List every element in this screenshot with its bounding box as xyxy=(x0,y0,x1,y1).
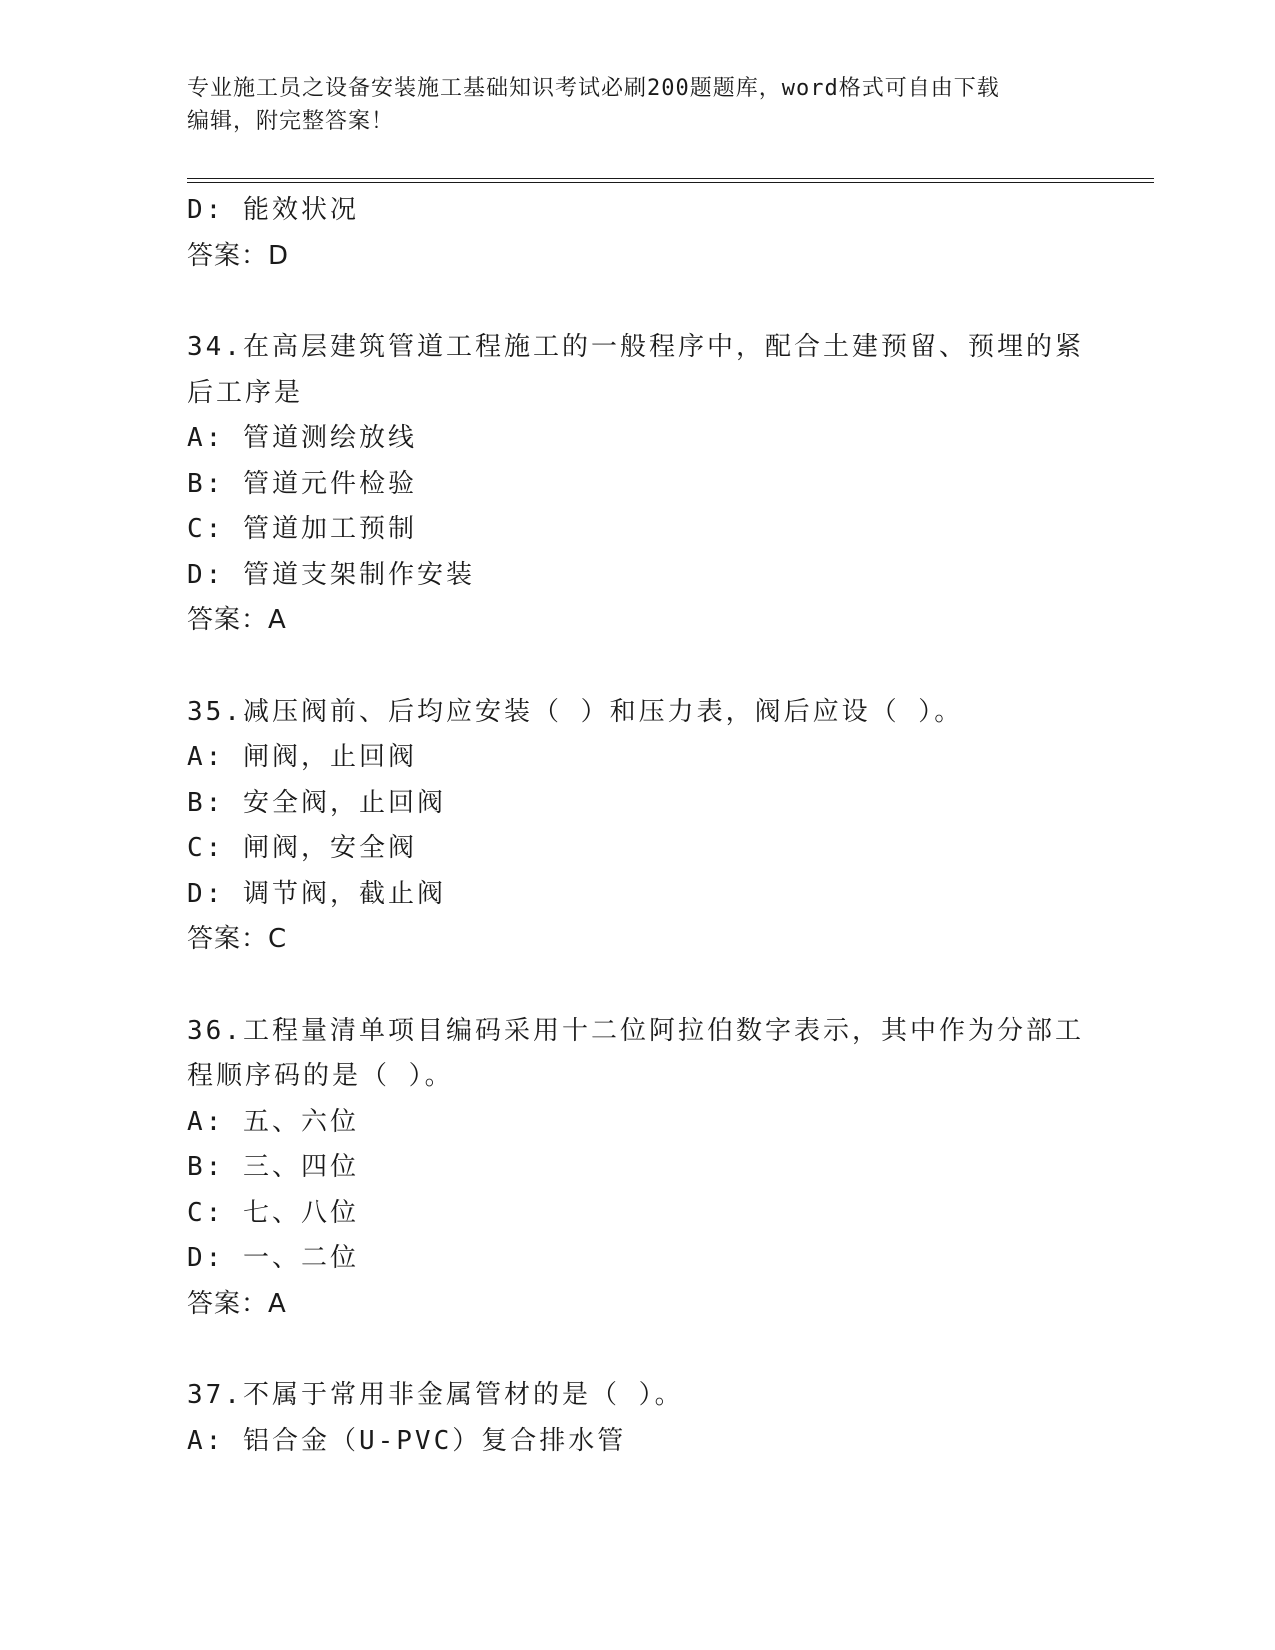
option-a: A: 铝合金（U-PVC）复合排水管 xyxy=(187,1425,627,1456)
option-a: A: 五、六位 xyxy=(187,1106,359,1137)
question-stem: 34.在高层建筑管道工程施工的一般程序中，配合土建预留、预埋的紧 xyxy=(187,332,1084,362)
spacer xyxy=(187,1327,1087,1373)
option-b: B: 三、四位 xyxy=(187,1152,359,1182)
option-c: C: 七、八位 xyxy=(187,1197,359,1228)
option-b: B: 安全阀，止回阀 xyxy=(187,787,446,818)
question-stem: 35.减压阀前、后均应安装（ ）和压力表，阀后应设（ ）。 xyxy=(187,696,964,727)
spacer xyxy=(187,644,1087,690)
question-stem-continued: 程顺序码的是（ ）。 xyxy=(187,1061,454,1091)
option-a: A: 闸阀，止回阀 xyxy=(187,742,417,772)
header-double-rule xyxy=(187,178,1154,183)
question-stem: 37.不属于常用非金属管材的是（ ）。 xyxy=(187,1380,684,1410)
option-d: D: 管道支架制作安装 xyxy=(187,559,475,590)
question-36 xyxy=(187,1009,1087,1328)
option-d: D: 调节阀，截止阀 xyxy=(187,878,446,909)
spacer xyxy=(187,963,1087,1009)
option-d: D: 能效状况 xyxy=(187,195,359,225)
answer-line: 答案：A xyxy=(187,1288,287,1319)
option-c: C: 闸阀，安全阀 xyxy=(187,833,417,863)
document-body xyxy=(187,188,1087,1464)
question-37 xyxy=(187,1373,1087,1464)
question-stem-continued: 后工序是 xyxy=(187,377,304,408)
header-title-line-1: 专业施工员之设备安装施工基础知识考试必刷200题题库，word格式可自由下载 xyxy=(187,76,1000,101)
answer-line: 答案：D xyxy=(187,240,290,271)
option-b: B: 管道元件检验 xyxy=(187,468,417,499)
question-35 xyxy=(187,690,1087,963)
document-header xyxy=(187,72,1067,138)
header-title-line-2: 编辑，附完整答案！ xyxy=(187,109,395,134)
answer-line: 答案：A xyxy=(187,605,287,635)
answer-line: 答案：C xyxy=(187,924,288,954)
question-stem: 36.工程量清单项目编码采用十二位阿拉伯数字表示，其中作为分部工 xyxy=(187,1015,1084,1046)
option-a: A: 管道测绘放线 xyxy=(187,423,417,453)
spacer xyxy=(187,279,1087,325)
option-d: D: 一、二位 xyxy=(187,1243,359,1273)
question-34 xyxy=(187,325,1087,644)
option-c: C: 管道加工预制 xyxy=(187,514,417,544)
